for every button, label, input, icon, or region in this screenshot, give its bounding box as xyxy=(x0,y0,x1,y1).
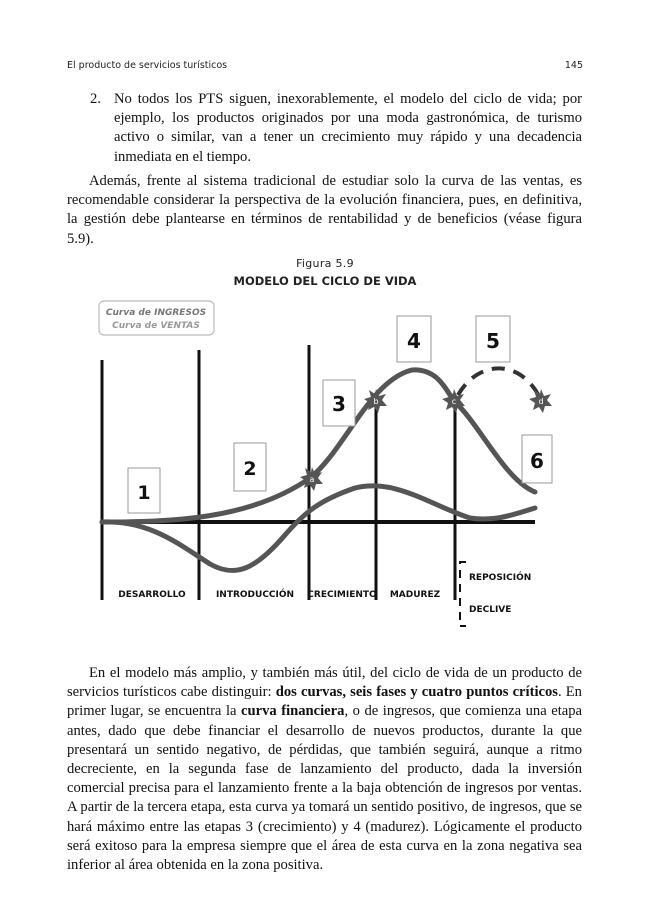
paragraph-text-1: En el modelo más amplio, y también más útil, del ciclo de vida de un producto de servicios turísticos cabe distinguir: xyxy=(67,665,582,701)
paragraph-intro: Además, frente al sistema tradicional de estudiar solo la curva de las ventas, es recomendable considerar la perspectiva de la evolución financiera, pues, en definitiva, la gestión debe plantearse en términos de rentabilidad y de beneficios (véase figura 5.9). xyxy=(67,173,582,247)
phase-box-2 xyxy=(234,443,266,491)
branch-declive: DECLIVE xyxy=(469,605,512,615)
phase-number-5: 5 xyxy=(486,329,500,353)
stage-desarrollo: DESARROLLO xyxy=(118,590,186,600)
critical-point-a-label: a xyxy=(309,475,315,484)
phase-number-1: 1 xyxy=(137,482,151,504)
figure-label: Figura 5.9 xyxy=(296,257,354,270)
critical-point-c-label: c xyxy=(451,397,457,406)
paragraph-model-explanation xyxy=(67,664,582,875)
critical-point-d xyxy=(529,389,552,413)
phase-box-4 xyxy=(397,316,431,362)
income-curve xyxy=(102,486,535,571)
critical-point-d-label: d xyxy=(538,397,544,406)
phase-number-6: 6 xyxy=(530,449,544,473)
branch-bracket xyxy=(460,562,466,626)
paragraph-bold-2: curva financiera xyxy=(241,703,345,720)
legend-ventas: Curva de VENTAS xyxy=(112,321,200,331)
page-number: 145 xyxy=(564,60,583,71)
figure-title: MODELO DEL CICLO DE VIDA xyxy=(233,274,417,288)
phase-box-5 xyxy=(476,316,510,362)
phase-number-2: 2 xyxy=(243,458,257,480)
branch-reposicion: REPOSICIÓN xyxy=(469,573,532,583)
running-header-title: El producto de servicios turísticos xyxy=(67,60,228,71)
phase-box-3 xyxy=(323,380,355,426)
phase-number-3: 3 xyxy=(332,392,346,416)
reposition-arc xyxy=(458,368,540,398)
phase-box-1 xyxy=(128,468,160,513)
phase-box-6 xyxy=(522,435,552,483)
stage-madurez: MADUREZ xyxy=(389,590,441,600)
critical-point-b-label: b xyxy=(373,397,379,406)
paragraph-text-3: , o de ingresos, que comienza una etapa antes, dado que debe financiar el desarrollo de nuevos productos, durante la que presentará un sentido negativo, de pérdidas, que también seguirá, aunque a ritmo decreciente, en la segunda fase de lanzamiento del producto, dada la inversión comercial precisa para el lanzamiento frente a la baja obtención de ingresos por ventas. A partir de la tercera etapa, esta curva ya tomará un sentido positivo, de ingresos, que se hará máximo entre las etapas 3 (crecimiento) y 4 (madurez). Lógicamente el producto será exitoso para la empresa siempre que el área de esta curva en la zona negativa sea inferior al área obtenida en la zona positiva. xyxy=(67,703,583,874)
sales-curve xyxy=(102,370,535,522)
stage-crecimiento: CRECIMIENTO xyxy=(307,590,377,600)
stage-introduccion: INTRODUCCIÓN xyxy=(215,590,295,600)
list-item-text: No todos los PTS siguen, inexorablemente, el modelo del ciclo de vida; por ejemplo, los productos originados por una moda gastronómica, de turismo activo o similar, van a tener un crecimiento muy rápido y una decadencia inmediata en el tiempo. xyxy=(114,91,582,165)
paragraph-text-2: . En primer lugar, se encuentra la xyxy=(67,684,582,720)
list-item-number: 2. xyxy=(90,91,101,107)
paragraph-bold-1: dos curvas, seis fases y cuatro puntos críticos xyxy=(275,684,558,701)
phase-number-4: 4 xyxy=(407,329,421,353)
legend-ingresos: Curva de INGRESOS xyxy=(105,308,207,318)
